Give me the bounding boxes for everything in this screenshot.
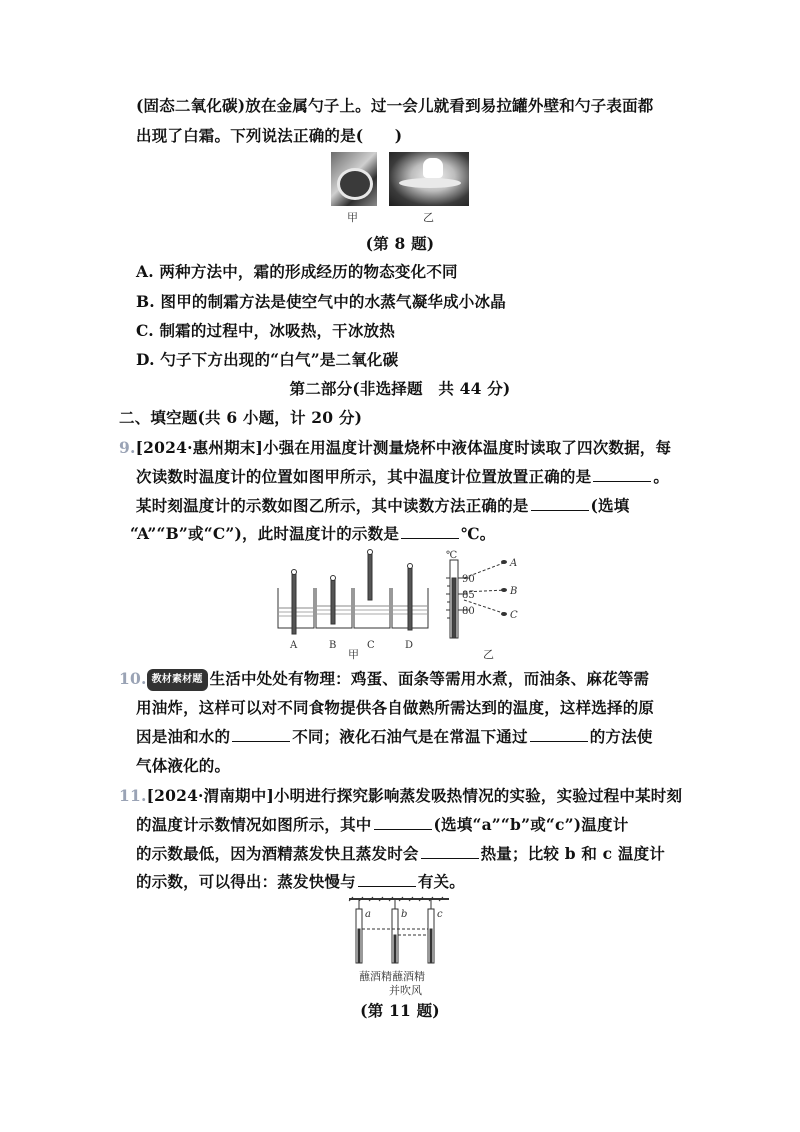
tick-85: 85 [462, 590, 475, 601]
beaker-label-a: A [290, 640, 298, 651]
tick-80: 80 [462, 606, 475, 617]
q8-caption: (第 8 题) [365, 234, 435, 253]
part2-heading: 二、填空题(共 6 小题，计 20 分) [119, 408, 363, 427]
fig8-label-jia: 甲 [347, 211, 358, 224]
q9-number: 9. [119, 438, 136, 457]
q9-text-2a: 次读数时温度计的位置如图甲所示，其中温度计位置放置正确的是 [136, 467, 592, 486]
q11-blank-3[interactable] [358, 872, 416, 887]
tick-90: 90 [462, 574, 475, 585]
q9-blank-3[interactable] [401, 524, 459, 539]
q11-text-2b: (选填“a”“b”或“c”)温度计 [433, 815, 629, 834]
thermometer-label-c: c [437, 909, 443, 920]
fig8-label-yi: 乙 [423, 211, 434, 224]
q11-figure [345, 895, 455, 967]
eye-label-c: C [510, 610, 518, 621]
q10-line-3 [136, 727, 653, 747]
q10-blank-1[interactable] [232, 727, 290, 742]
photo-can-frost [331, 152, 377, 206]
q10-text-1: 生活中处处有物理：鸡蛋、面条等需用水煮，而油条、麻花等需 [209, 669, 650, 688]
q11-line-1 [119, 786, 682, 806]
beaker-label-d: D [405, 640, 414, 651]
q11-blank-1[interactable] [374, 815, 432, 830]
q11-fig-caption-2: 并吹风 [389, 984, 422, 997]
q8-option-b: B. 图甲的制霜方法是使空气中的水蒸气凝华成小冰晶 [136, 292, 506, 311]
photo-spoon-dry-ice [389, 152, 469, 206]
q8-stem-line-1: (固态二氧化碳)放在金属勺子上。过一会儿就看到易拉罐外壁和勺子表面都 [136, 96, 654, 115]
q10-blank-2[interactable] [530, 727, 588, 742]
eye-label-a: A [510, 558, 518, 569]
q8-option-d: D. 勺子下方出现的“白气”是二氧化碳 [136, 350, 399, 369]
q11-line-4 [136, 872, 465, 892]
q9-text-3b: (选填 [590, 496, 630, 515]
q9-line-1 [119, 438, 671, 458]
q10-line-4: 气体液化的。 [136, 756, 231, 775]
q9-line-2 [136, 467, 669, 487]
beaker-label-c: C [367, 640, 375, 651]
q9-text-3a: 某时刻温度计的示数如图乙所示，其中读数方法正确的是 [136, 496, 529, 515]
q10-number: 10. [119, 669, 147, 688]
q11-text-1: [2024·渭南期中]小明进行探究影响蒸发吸热情况的实验，实验过程中某时刻 [146, 786, 683, 805]
q10-line-1 [119, 669, 649, 691]
q8-option-a: A. 两种方法中，霜的形成经历的物态变化不同 [136, 262, 458, 281]
thermometer-label-a: a [365, 909, 371, 920]
q11-blank-2[interactable] [421, 844, 479, 859]
q11-fig-caption-1: 蘸酒精蘸酒精 [359, 970, 425, 983]
q11-text-4b: 有关。 [417, 872, 465, 891]
textbook-tag: 教材素材题 [147, 669, 208, 691]
q10-line-2: 用油炸，这样可以对不同食物提供各自做熟所需达到的温度，这样选择的原 [136, 698, 655, 717]
q11-text-4a: 的示数，可以得出：蒸发快慢与 [136, 872, 356, 891]
eye-icon [501, 560, 507, 616]
q9-blank-1[interactable] [593, 467, 651, 482]
q9-text-4a: “A”“B”或“C”)，此时温度计的示数是 [130, 524, 400, 543]
q11-caption: (第 11 题) [360, 1001, 440, 1020]
fig9-yi-caption: 乙 [483, 648, 494, 661]
q9-line-4 [130, 524, 496, 544]
q9-line-3 [136, 496, 629, 516]
q10-text-3a: 因是油和水的 [136, 727, 231, 746]
q9-figure [270, 548, 550, 656]
thermometer-label-b: b [401, 909, 408, 920]
eye-label-b: B [510, 586, 518, 597]
q10-text-3c: 的方法使 [589, 727, 653, 746]
section-title: 第二部分(非选择题 共 44 分) [289, 379, 511, 398]
q9-text-2b: 。 [653, 467, 670, 486]
q8-option-c: C. 制霜的过程中，冰吸热，干冰放热 [136, 321, 395, 340]
q10-text-3b: 不同；液化石油气是在常温下通过 [292, 727, 528, 746]
q11-text-3b: 热量；比较 b 和 c 温度计 [480, 844, 665, 863]
q8-stem-line-2: 出现了白霜。下列说法正确的是( ) [136, 126, 403, 145]
q9-text-1: [2024·惠州期末]小强在用温度计测量烧杯中液体温度时读取了四次数据，每 [135, 438, 672, 457]
fig9-jia-caption: 甲 [348, 648, 359, 661]
q9-text-4b: ℃。 [461, 524, 496, 543]
q11-text-3a: 的示数最低，因为酒精蒸发快且蒸发时会 [136, 844, 419, 863]
q11-line-2 [136, 815, 628, 835]
q11-text-2a: 的温度计示数情况如图所示，其中 [136, 815, 372, 834]
thermometer-unit: ℃ [446, 550, 458, 561]
beaker-label-b: B [329, 640, 337, 651]
q11-number: 11. [119, 786, 147, 805]
q11-line-3 [136, 844, 665, 864]
q9-blank-2[interactable] [531, 496, 589, 511]
